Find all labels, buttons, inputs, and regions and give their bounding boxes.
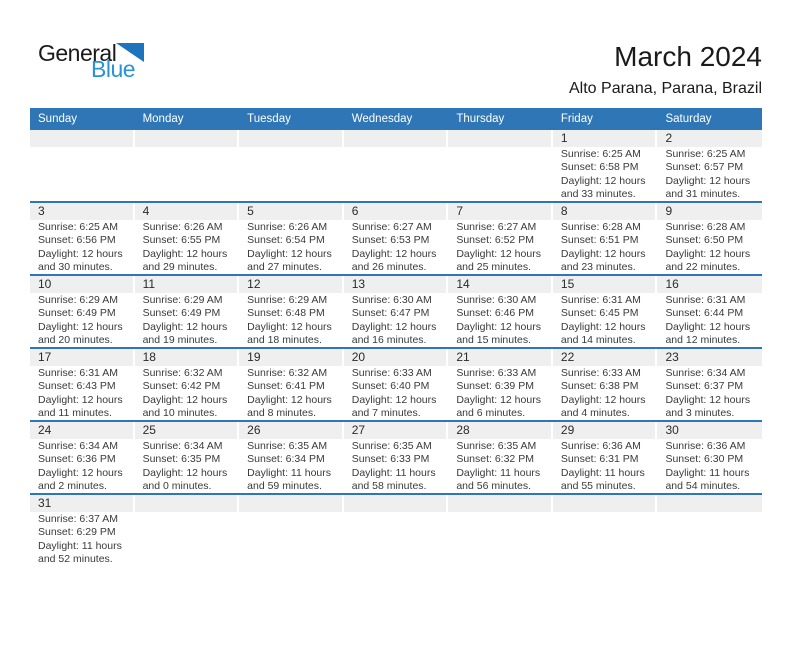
day-info-line: Sunset: 6:48 PM (247, 307, 325, 320)
day-header-sunday: Sunday (38, 112, 78, 125)
day-info-line: Sunset: 6:57 PM (665, 161, 744, 174)
day-info-line: and 6 minutes. (456, 407, 526, 420)
day-info-line: Daylight: 12 hours (560, 320, 646, 333)
day-cell (553, 349, 658, 420)
day-info-line: Sunrise: 6:35 AM (247, 439, 328, 452)
day-info (135, 512, 240, 513)
day-info-line: Daylight: 12 hours (38, 466, 123, 479)
day-info (239, 439, 344, 493)
day-info (448, 220, 553, 274)
day-cell (657, 203, 762, 274)
day-info-line: and 19 minutes. (142, 334, 218, 347)
day-info-line: Sunset: 6:32 PM (456, 453, 534, 466)
day-info-line: and 56 minutes. (456, 480, 532, 493)
day-number: 10 (30, 276, 133, 293)
day-number: 5 (239, 203, 342, 220)
calendar-page (0, 42, 792, 654)
day-header-tuesday: Tuesday (247, 112, 291, 125)
day-info-line: and 12 minutes. (665, 334, 741, 347)
day-info-line: Sunset: 6:55 PM (142, 234, 221, 247)
day-info (344, 147, 449, 148)
weeks-grid (30, 130, 762, 568)
day-info-line: Sunrise: 6:27 AM (456, 220, 537, 233)
day-number: 26 (239, 422, 342, 439)
day-info-line: and 0 minutes. (142, 480, 212, 493)
day-info-line: Sunrise: 6:30 AM (456, 293, 537, 306)
calendar (30, 108, 762, 568)
day-number: 17 (30, 349, 133, 366)
day-info-line: Daylight: 12 hours (665, 247, 751, 260)
day-cell (448, 349, 553, 420)
day-info-line: Sunrise: 6:36 AM (560, 439, 641, 452)
day-info-line: Daylight: 11 hours (351, 466, 436, 479)
day-number: 21 (448, 349, 551, 366)
day-info-line: Daylight: 11 hours (247, 466, 332, 479)
page-header (30, 42, 762, 98)
day-info-line: Sunset: 6:44 PM (665, 307, 744, 320)
day-info-line: Sunrise: 6:26 AM (142, 220, 223, 233)
day-header-row (30, 108, 762, 130)
day-header-saturday: Saturday (665, 112, 712, 125)
day-info-line: Daylight: 12 hours (351, 393, 437, 406)
day-info-line: Daylight: 12 hours (351, 247, 437, 260)
day-info-line: and 4 minutes. (560, 407, 630, 420)
day-info (448, 293, 553, 347)
day-info-line: and 11 minutes. (38, 407, 112, 420)
day-info-line: Sunset: 6:42 PM (142, 380, 221, 393)
day-info-line: Daylight: 12 hours (247, 320, 332, 333)
day-info-line: Daylight: 12 hours (456, 393, 541, 406)
day-cell (344, 276, 449, 347)
day-cell (30, 495, 135, 568)
day-cell (448, 203, 553, 274)
day-info-line: Sunset: 6:54 PM (247, 234, 325, 247)
day-info (344, 293, 449, 347)
day-info (135, 366, 240, 420)
day-number (239, 495, 342, 512)
day-info-line: and 27 minutes. (247, 261, 322, 274)
day-cell (344, 422, 449, 493)
day-info-line: Sunset: 6:38 PM (560, 380, 639, 393)
day-info-line: Daylight: 12 hours (456, 320, 541, 333)
day-info-line: Sunrise: 6:28 AM (665, 220, 746, 233)
day-info-line: Sunset: 6:45 PM (560, 307, 639, 320)
day-cell (553, 422, 658, 493)
day-cell (657, 422, 762, 493)
day-number (239, 130, 342, 147)
day-info-line: Sunrise: 6:28 AM (560, 220, 641, 233)
day-info (344, 439, 449, 493)
day-number (344, 495, 447, 512)
day-info-line: Sunrise: 6:33 AM (351, 366, 432, 379)
empty-day-cell (553, 495, 658, 568)
day-info-line: and 8 minutes. (247, 407, 317, 420)
day-number: 22 (553, 349, 656, 366)
day-cell (553, 203, 658, 274)
day-info-line: Sunrise: 6:29 AM (38, 293, 118, 306)
day-info (448, 512, 553, 513)
day-info-line: Sunset: 6:46 PM (456, 307, 534, 320)
day-info (657, 366, 762, 420)
day-info-line: Sunset: 6:30 PM (665, 453, 744, 466)
week-row (30, 276, 762, 349)
day-number: 16 (657, 276, 762, 293)
empty-day-cell (135, 130, 240, 201)
day-number (30, 130, 133, 147)
day-cell (30, 203, 135, 274)
day-info-line: Daylight: 12 hours (142, 466, 228, 479)
day-info-line: and 33 minutes. (560, 188, 636, 201)
day-cell (30, 422, 135, 493)
day-info-line: Sunrise: 6:31 AM (560, 293, 641, 306)
page-subtitle: Alto Parana, Parana, Brazil (569, 79, 762, 97)
empty-day-cell (344, 130, 449, 201)
day-info-line: Daylight: 12 hours (665, 174, 751, 187)
day-info-line: Sunset: 6:52 PM (456, 234, 534, 247)
day-info-line: Sunrise: 6:33 AM (456, 366, 537, 379)
day-info-line: Daylight: 12 hours (665, 320, 751, 333)
week-row (30, 495, 762, 568)
day-info (30, 293, 135, 347)
day-info (657, 220, 762, 274)
day-number: 3 (30, 203, 133, 220)
day-header-thursday: Thursday (456, 112, 505, 125)
day-info (344, 366, 449, 420)
day-info (30, 512, 135, 567)
day-number: 29 (553, 422, 656, 439)
day-info (239, 147, 344, 148)
day-info-line: Daylight: 12 hours (560, 247, 646, 260)
day-info-line: Sunset: 6:31 PM (560, 453, 639, 466)
logo-text-blue: Blue (91, 56, 136, 82)
day-info-line: and 14 minutes. (560, 334, 636, 347)
day-info-line: and 26 minutes. (351, 261, 427, 274)
day-info-line: Sunrise: 6:25 AM (560, 147, 641, 160)
day-number: 23 (657, 349, 762, 366)
day-cell (135, 276, 240, 347)
logo-text-general: General (38, 40, 117, 66)
day-info (135, 147, 240, 148)
day-number: 20 (344, 349, 447, 366)
day-info-line: Sunrise: 6:25 AM (665, 147, 746, 160)
day-info (30, 220, 135, 274)
day-info (239, 512, 344, 513)
day-cell (239, 276, 344, 347)
day-info-line: Sunrise: 6:32 AM (247, 366, 328, 379)
day-info (657, 147, 762, 201)
day-header-friday: Friday (560, 112, 593, 125)
day-info-line: Sunset: 6:47 PM (351, 307, 430, 320)
day-info-line: and 29 minutes. (142, 261, 218, 274)
day-info-line: Sunset: 6:58 PM (560, 161, 639, 174)
day-cell (344, 349, 449, 420)
day-info-line: Daylight: 12 hours (665, 393, 751, 406)
day-info-line: Sunrise: 6:35 AM (456, 439, 537, 452)
week-row (30, 130, 762, 203)
day-info-line: Daylight: 12 hours (247, 393, 332, 406)
day-info (553, 439, 658, 493)
day-number: 24 (30, 422, 133, 439)
day-number: 27 (344, 422, 447, 439)
day-info-line: Sunset: 6:49 PM (38, 307, 116, 320)
week-row (30, 422, 762, 495)
day-number: 30 (657, 422, 762, 439)
day-info (30, 366, 135, 420)
day-info (135, 439, 240, 493)
day-info-line: and 18 minutes. (247, 334, 322, 347)
day-info-line: Daylight: 12 hours (142, 247, 228, 260)
day-cell (448, 422, 553, 493)
day-info-line: and 10 minutes. (142, 407, 218, 420)
day-info (135, 293, 240, 347)
day-info-line: Sunset: 6:49 PM (142, 307, 221, 320)
day-info-line: Daylight: 11 hours (560, 466, 645, 479)
week-row (30, 203, 762, 276)
day-info-line: Sunrise: 6:34 AM (38, 439, 118, 452)
day-info (239, 220, 344, 274)
day-info (657, 293, 762, 347)
day-number: 19 (239, 349, 342, 366)
day-number: 2 (657, 130, 762, 147)
day-info-line: Daylight: 12 hours (351, 320, 437, 333)
day-info-line: Sunset: 6:40 PM (351, 380, 430, 393)
day-cell (657, 276, 762, 347)
day-cell (135, 203, 240, 274)
day-info-line: and 55 minutes. (560, 480, 636, 493)
day-info-line: Sunset: 6:34 PM (247, 453, 325, 466)
day-info-line: and 20 minutes. (38, 334, 113, 347)
day-number (448, 495, 551, 512)
day-number: 13 (344, 276, 447, 293)
day-number: 14 (448, 276, 551, 293)
day-info-line: Sunset: 6:29 PM (38, 526, 116, 539)
day-header-monday: Monday (142, 112, 184, 125)
day-number (135, 130, 238, 147)
day-info-line: Sunrise: 6:25 AM (38, 220, 118, 233)
day-info (30, 147, 135, 148)
day-cell (448, 276, 553, 347)
day-info-line: Sunset: 6:56 PM (38, 234, 116, 247)
day-info (448, 439, 553, 493)
day-info (448, 366, 553, 420)
day-info-line: Sunrise: 6:33 AM (560, 366, 641, 379)
day-number: 15 (553, 276, 656, 293)
day-info-line: Sunrise: 6:26 AM (247, 220, 328, 233)
day-cell (239, 203, 344, 274)
day-info-line: Daylight: 12 hours (142, 320, 228, 333)
day-info-line: Sunrise: 6:36 AM (665, 439, 746, 452)
day-info (657, 512, 762, 513)
day-number (657, 495, 762, 512)
day-cell (344, 203, 449, 274)
day-info (30, 439, 135, 493)
day-info-line: and 59 minutes. (247, 480, 322, 493)
day-info-line: Daylight: 12 hours (38, 393, 123, 406)
day-info-line: and 23 minutes. (560, 261, 636, 274)
day-info (553, 220, 658, 274)
day-info-line: Sunrise: 6:37 AM (38, 512, 118, 525)
day-header-wednesday: Wednesday (351, 112, 413, 125)
empty-day-cell (30, 130, 135, 201)
day-cell (30, 276, 135, 347)
day-info-line: Daylight: 12 hours (560, 393, 646, 406)
day-number: 11 (135, 276, 238, 293)
day-info-line: Sunrise: 6:31 AM (38, 366, 118, 379)
day-cell (553, 130, 658, 201)
day-info (239, 293, 344, 347)
day-info-line: Daylight: 12 hours (38, 247, 123, 260)
day-info (239, 366, 344, 420)
day-info-line: Sunrise: 6:32 AM (142, 366, 223, 379)
day-info (553, 293, 658, 347)
empty-day-cell (239, 495, 344, 568)
empty-day-cell (344, 495, 449, 568)
day-cell (553, 276, 658, 347)
day-info-line: Sunset: 6:39 PM (456, 380, 534, 393)
day-number: 18 (135, 349, 238, 366)
day-cell (30, 349, 135, 420)
day-cell (657, 130, 762, 201)
empty-day-cell (448, 495, 553, 568)
empty-day-cell (135, 495, 240, 568)
day-info-line: Sunset: 6:33 PM (351, 453, 430, 466)
empty-day-cell (239, 130, 344, 201)
day-number (135, 495, 238, 512)
day-info-line: and 2 minutes. (38, 480, 107, 493)
day-number: 12 (239, 276, 342, 293)
day-info-line: and 22 minutes. (665, 261, 741, 274)
day-number (344, 130, 447, 147)
empty-day-cell (657, 495, 762, 568)
day-info-line: Sunrise: 6:35 AM (351, 439, 432, 452)
day-info-line: and 58 minutes. (351, 480, 427, 493)
day-number: 28 (448, 422, 551, 439)
day-info (448, 147, 553, 148)
day-cell (135, 422, 240, 493)
day-number: 4 (135, 203, 238, 220)
day-info-line: Sunrise: 6:29 AM (142, 293, 223, 306)
day-info-line: Daylight: 12 hours (142, 393, 228, 406)
day-info-line: Sunrise: 6:30 AM (351, 293, 432, 306)
day-info-line: Sunset: 6:35 PM (142, 453, 221, 466)
day-cell (239, 422, 344, 493)
day-info-line: Sunrise: 6:34 AM (142, 439, 223, 452)
day-info-line: Sunrise: 6:27 AM (351, 220, 432, 233)
day-info (344, 512, 449, 513)
empty-day-cell (448, 130, 553, 201)
day-info (657, 439, 762, 493)
day-info-line: Sunset: 6:37 PM (665, 380, 744, 393)
day-number: 1 (553, 130, 656, 147)
day-info (553, 512, 658, 513)
day-info-line: Daylight: 12 hours (38, 320, 123, 333)
day-cell (239, 349, 344, 420)
day-info-line: and 31 minutes. (665, 188, 741, 201)
day-info-line: and 3 minutes. (665, 407, 735, 420)
day-info-line: Sunset: 6:43 PM (38, 380, 116, 393)
day-info-line: Sunrise: 6:34 AM (665, 366, 746, 379)
day-number: 25 (135, 422, 238, 439)
day-number: 6 (344, 203, 447, 220)
week-row (30, 349, 762, 422)
day-info-line: Daylight: 11 hours (456, 466, 541, 479)
day-info-line: Sunset: 6:53 PM (351, 234, 430, 247)
day-info-line: Sunset: 6:51 PM (560, 234, 639, 247)
day-info-line: Daylight: 12 hours (560, 174, 646, 187)
day-info-line: and 16 minutes. (351, 334, 427, 347)
day-number (553, 495, 656, 512)
day-info (344, 220, 449, 274)
day-info-line: Sunset: 6:36 PM (38, 453, 116, 466)
day-info-line: and 25 minutes. (456, 261, 532, 274)
day-number: 8 (553, 203, 656, 220)
day-info (553, 147, 658, 201)
general-blue-logo (38, 42, 144, 81)
day-info-line: Sunset: 6:50 PM (665, 234, 744, 247)
day-number: 31 (30, 495, 133, 512)
day-info-line: Sunrise: 6:29 AM (247, 293, 328, 306)
day-info-line: Daylight: 12 hours (456, 247, 541, 260)
title-block (569, 42, 762, 98)
day-info-line: and 54 minutes. (665, 480, 741, 493)
day-cell (657, 349, 762, 420)
day-info-line: Daylight: 11 hours (665, 466, 750, 479)
day-info-line: and 52 minutes. (38, 553, 113, 566)
day-cell (135, 349, 240, 420)
day-info-line: Sunset: 6:41 PM (247, 380, 325, 393)
day-info (553, 366, 658, 420)
day-info-line: and 30 minutes. (38, 261, 113, 274)
day-info-line: Sunrise: 6:31 AM (665, 293, 746, 306)
day-number: 7 (448, 203, 551, 220)
day-number: 9 (657, 203, 762, 220)
day-info-line: Daylight: 12 hours (247, 247, 332, 260)
day-info-line: and 15 minutes. (456, 334, 532, 347)
day-number (448, 130, 551, 147)
day-info (135, 220, 240, 274)
day-info-line: Daylight: 11 hours (38, 539, 122, 552)
day-info-line: and 7 minutes. (351, 407, 421, 420)
page-title: March 2024 (614, 41, 762, 72)
